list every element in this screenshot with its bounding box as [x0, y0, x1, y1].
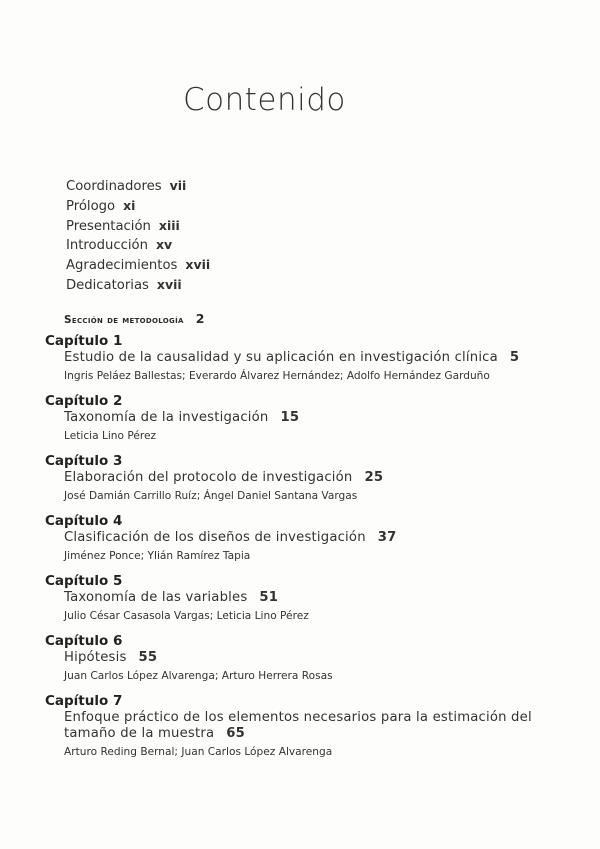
chapter-label: Capítulo 4 [45, 513, 123, 529]
chapter-title-line [64, 710, 534, 742]
item-label: Agradecimientos [66, 258, 178, 274]
section-heading [64, 311, 205, 326]
chapter-title-line [64, 350, 534, 366]
chapter-title: Estudio de la causalidad y su aplicación en investigación clínica [64, 350, 498, 365]
chapter-entry [45, 392, 565, 452]
chapter-label: Capítulo 2 [45, 393, 123, 409]
chapter-title-line [64, 650, 534, 666]
item-label: Coordinadores [66, 179, 162, 194]
section-page: 2 [195, 311, 205, 326]
chapter-authors: Julio César Casasola Vargas; Leticia Lino Pérez [64, 610, 309, 622]
item-page: xi [123, 197, 136, 213]
front-matter-item [66, 178, 210, 198]
item-page: xv [155, 237, 173, 253]
chapter-entry [45, 452, 565, 512]
chapter-page: 37 [377, 530, 397, 545]
chapter-authors: Leticia Lino Pérez [64, 430, 157, 442]
chapter-label: Capítulo 7 [45, 693, 123, 709]
chapter-authors: Juan Carlos López Alvarenga; Arturo Herrera Rosas [64, 670, 333, 682]
item-label: Dedicatorias [66, 277, 149, 293]
chapter-title: Taxonomía de las variables [64, 590, 248, 605]
chapter-label: Capítulo 3 [45, 453, 123, 469]
front-matter-item [66, 218, 210, 238]
front-matter-item [66, 277, 210, 297]
chapter-entry [45, 332, 565, 392]
front-matter-item [66, 237, 210, 257]
chapter-title: Elaboración del protocolo de investigación [64, 470, 353, 485]
chapter-page: 15 [280, 410, 300, 425]
chapter-title: Clasificación de los diseños de investigación [64, 530, 366, 545]
front-matter-item [66, 257, 210, 277]
item-page: xiii [158, 217, 180, 233]
chapter-list [45, 332, 565, 762]
chapter-title-line [64, 530, 534, 546]
chapter-authors: Arturo Reding Bernal; Juan Carlos López Alvarenga [64, 746, 333, 758]
chapter-entry [45, 572, 565, 632]
item-label: Presentación [66, 218, 151, 234]
front-matter-item [66, 198, 210, 218]
chapter-entry [45, 692, 565, 762]
chapter-title-line [64, 470, 534, 486]
chapter-page: 25 [364, 470, 384, 485]
chapter-label: Capítulo 1 [45, 333, 123, 349]
chapter-title: Hipótesis [64, 650, 127, 665]
front-matter-list [66, 178, 210, 297]
chapter-page: 5 [509, 350, 520, 365]
chapter-authors: Ingris Peláez Ballestas; Everardo Álvarez Hernández; Adolfo Hernández Garduño [64, 370, 490, 382]
section-label: Sección de metodología [64, 314, 184, 326]
item-page: vii [169, 178, 187, 193]
item-page: xvii [156, 276, 182, 292]
chapter-title: Taxonomía de la investigación [64, 410, 269, 425]
chapter-title: Enfoque práctico de los elementos necesarios para la estimación del tamaño de la muestra [64, 710, 532, 741]
chapter-page: 65 [226, 726, 246, 741]
chapter-title-line [64, 590, 534, 606]
chapter-entry [45, 632, 565, 692]
chapter-entry [45, 512, 565, 572]
chapter-authors: José Damián Carrillo Ruíz; Ángel Daniel Santana Vargas [64, 490, 358, 502]
chapter-label: Capítulo 6 [45, 633, 123, 649]
chapter-label: Capítulo 5 [45, 573, 123, 589]
item-label: Introducción [66, 238, 148, 254]
item-label: Prólogo [66, 198, 116, 214]
chapter-page: 55 [138, 650, 158, 665]
chapter-title-line [64, 410, 534, 426]
item-page: xvii [185, 257, 211, 273]
chapter-authors: Jiménez Ponce; Ylián Ramírez Tapia [64, 550, 251, 562]
chapter-page: 51 [259, 590, 279, 605]
page-title: Contenido [183, 82, 346, 118]
